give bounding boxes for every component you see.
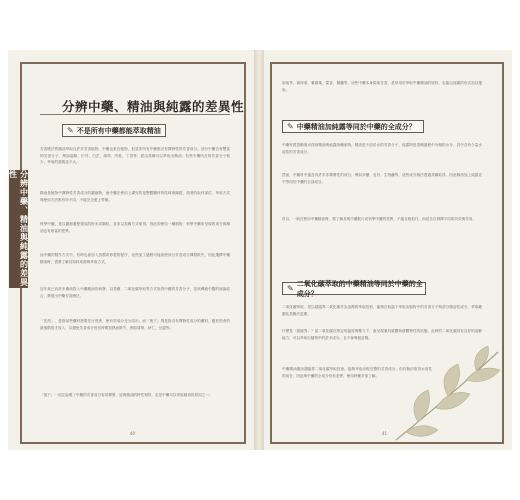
chapter-side-tab: 分辨中藥、精油與純露的差異性 — [8, 170, 29, 287]
right-section1-paragraph-3: 所以，一般在使用中藥精油時，要了解其與中藥飲片或科學中藥的差異，不能互相取代，而是各自發揮不同的功效與作用。 — [282, 217, 477, 221]
left-paragraph-7: 「後下」一詞正說明了中藥的芳香成分容易揮發，這與精油的特性相符，也是中藥可以萃取精油的原因之一。 — [40, 393, 213, 397]
left-paragraph-1: 芳香療法的精油萃取自許多芳香植物，中藥也來自植物，但並非所有中藥都含有揮發性的芳香成分。部分中藥含有豐富的芳香分子，例如當歸、川芎、白芷、薄荷、肉桂、丁香等，經由蒸餾可以萃取出精油；有些中藥所含的芳香分子極少，萃取的意義並不大。 — [40, 147, 230, 165]
right-section2-paragraph-2: 什麼是「超臨界」？當二氧化碳在特定的溫度與壓力下，會呈現兼具氣體與液體特性的狀態，此時的二氧化碳具有良好的溶解能力，可以萃取出植物中的許多成分，且不會殘留溶劑。 — [282, 329, 482, 340]
left-paragraph-5: 近年來已有許多廠商投入中藥精油的研發，以蒸餾、二氧化碳萃取等方式取得中藥的芳香分子，並與傳統中醫的理論結合，發展出中藥芳香療法。 — [40, 287, 230, 298]
right-section1-paragraph-2: 然而，中藥材中還含有許多非揮發性的成分，例如多醣、皂苷、生物鹼等，這些成分無法透過蒸餾取得，因此精油加上純露並不等同於中藥的全部成分。 — [282, 173, 482, 184]
page-title: 分辨中藥、精油與純露的差異性 — [62, 99, 245, 114]
pen-icon: ✎ — [287, 122, 294, 131]
heading-box-2 — [282, 279, 426, 298]
left-paragraph-4: 而中藥的製作方式中，有時也會加入蒸製或炒製的程序，這些加工過程可能會使部分芳香成分揮發散失，因此選擇中藥精油時，需要了解其原料來源與萃取方式。 — [40, 253, 230, 264]
subheading-text: 不是所有中藥都能萃取精油 — [76, 126, 161, 135]
left-paragraph-3: 科學中藥，是以濃縮製程製成的粉末或顆粒，並非以蒸餾方式取得，因此即使同一種植物，科學中藥所呈現的成分與精油也有相當的差異。 — [40, 222, 230, 233]
heading-box-1 — [282, 120, 424, 133]
right-page-number: 41 — [382, 431, 388, 436]
left-paragraph-6: 「先煎」，是指某些藥材需要先行煎煮，使有效成分充分溶出；而「後下」則是指含有揮發性成分的藥材，應於煎煮的最後階段才放入，以避免芳香成分因長時間加熱而散失，例如薄荷、砂仁、豆蔻等。 — [40, 319, 230, 330]
subheading-box — [62, 124, 166, 137]
heading-1-text: 中藥精油加純露等同於中藥的全成分？ — [296, 122, 416, 131]
right-section2-paragraph-1: 二氧化碳萃取，是以超臨界二氧化碳作為溶劑的萃取技術，能夠在低溫下萃取出植物中的芳香分子與部分脂溶性成分，萃取範圍比蒸餾法更廣。 — [282, 305, 482, 316]
pen-icon: ✎ — [67, 126, 74, 135]
left-page-number: 40 — [130, 431, 136, 436]
heading-2-text: 二氧化碳萃取的中藥精油等同於中藥的全成分？ — [296, 279, 423, 298]
herb-leaves-illustration — [388, 344, 508, 444]
left-paragraph-2: 精油是植物中揮發性芳香成分的濃縮物，而中藥在使用上講究的是整體藥材的性味與歸經，兩者的取材部位、萃取方式與使用方法都有所不同，不能完全畫上等號。 — [40, 191, 230, 202]
title-divider — [40, 114, 230, 115]
book-gutter — [254, 50, 264, 450]
right-section2-paragraph-3: 中藥精油運用超臨界二氧化碳萃取技術，能夠萃取出較完整的芳香成分，但仍無法取得水溶性的成分，因此與中藥的全成分仍有差異，使用時應多加了解。 — [282, 367, 432, 378]
right-intro-paragraph: 如荊芥、薄荷葉、紫蘇葉、藿香、佩蘭等，這些中藥本身氣味芳香，是常用於萃取中藥精油的原料，也能以純露的形式加以運用。 — [282, 81, 482, 92]
pen-icon: ✎ — [287, 284, 294, 293]
right-section1-paragraph-1: 中藥材經蒸餾後可得到精油與純露兩種產物，精油是不溶於水的芳香分子，純露則是蒸餾過程中冷凝的水分，其中含有少量水溶性的芳香成分。 — [282, 143, 482, 154]
